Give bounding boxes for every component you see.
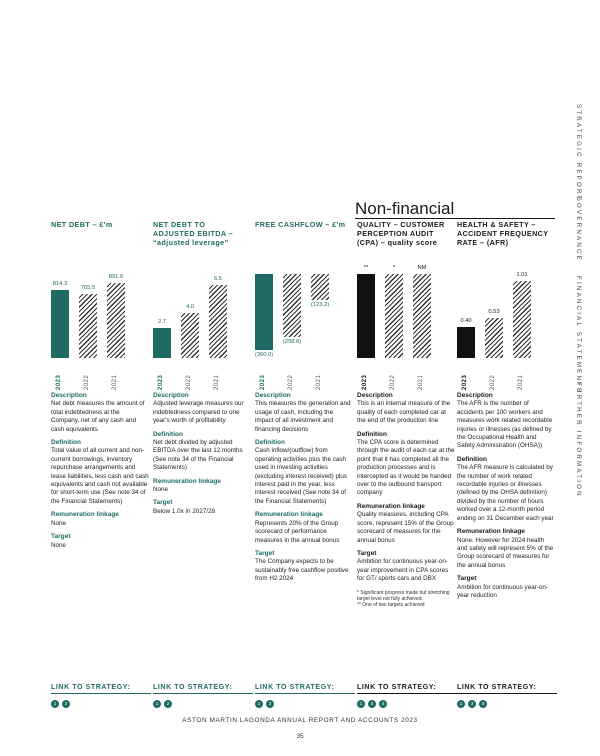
strategy-pillar-badge[interactable]: 1 bbox=[357, 700, 365, 708]
year-label: 2023 bbox=[158, 374, 164, 390]
nav-further-information[interactable]: FURTHER INFORMATION bbox=[575, 382, 582, 498]
kpi-bar-chart bbox=[357, 250, 453, 400]
kpi-title bbox=[457, 220, 553, 247]
strategy-pillar-badge[interactable]: 2 bbox=[62, 700, 70, 708]
kpi-bar-chart bbox=[153, 250, 249, 400]
year-label: 2022 bbox=[84, 374, 90, 390]
strategy-badges bbox=[457, 700, 557, 708]
side-navigation bbox=[563, 100, 587, 620]
remuneration-body: None. However for 2024 health and safety will represent 5% of the Group scorecard of measures for the annual bonus bbox=[457, 536, 554, 569]
target-heading: Target bbox=[153, 499, 173, 507]
kpi-bar-chart bbox=[255, 250, 351, 400]
bar-2021 bbox=[209, 285, 227, 358]
footnote: ** One of two targets achieved bbox=[357, 601, 425, 608]
bar-value-label: 4.0 bbox=[185, 304, 195, 311]
nav-financial-statements[interactable]: FINANCIAL STATEMENTS bbox=[575, 276, 582, 395]
definition-heading: Definition bbox=[357, 430, 387, 438]
bar-value-label: 6.5 bbox=[213, 276, 223, 283]
bar-value-label: (360.0) bbox=[254, 351, 274, 358]
year-label: 2022 bbox=[490, 374, 496, 390]
year-label: 2023 bbox=[56, 374, 62, 390]
year-label: 2022 bbox=[288, 374, 294, 390]
kpi-title bbox=[153, 220, 249, 247]
bar-value-label: ** bbox=[363, 265, 369, 271]
definition-body: Cash inflow/(outflow) from operating activities plus the cash used in investing activities (excluding interest received) plus interest paid in the year, less interest received (See note 34 of the Financial Statements) bbox=[255, 447, 348, 505]
kpi-title-sub: (CPA) – quality score bbox=[357, 238, 438, 247]
link-to-strategy bbox=[357, 684, 457, 708]
link-to-strategy-label: LINK TO STRATEGY: bbox=[51, 684, 151, 694]
link-to-strategy-label: LINK TO STRATEGY: bbox=[357, 684, 457, 694]
bar-2021 bbox=[513, 281, 531, 358]
strategy-pillar-badge[interactable]: 3 bbox=[368, 700, 376, 708]
bar-value-label: 765.5 bbox=[80, 284, 96, 291]
strategy-pillar-badge[interactable]: 1 bbox=[51, 700, 59, 708]
strategy-pillar-badge[interactable]: 4 bbox=[479, 700, 487, 708]
bar-2023 bbox=[153, 328, 171, 358]
target-body: Ambition for continuous year-on-year reduction bbox=[457, 583, 549, 599]
remuneration-heading: Remuneration linkage bbox=[357, 502, 425, 510]
page-footer: ASTON MARTIN LAGONDA ANNUAL REPORT AND ACCOUNTS 2023 bbox=[182, 717, 418, 724]
year-label: 2021 bbox=[418, 374, 424, 390]
remuneration-heading: Remuneration linkage bbox=[153, 477, 221, 485]
remuneration-heading: Remuneration linkage bbox=[255, 511, 323, 519]
kpi-title-main: NET DEBT TO ADJUSTED EBITDA – bbox=[153, 220, 234, 238]
link-to-strategy-label: LINK TO STRATEGY: bbox=[457, 684, 557, 694]
bar-2022 bbox=[79, 294, 97, 358]
bar-2021 bbox=[413, 274, 431, 358]
bar-2022 bbox=[485, 318, 503, 358]
definition-heading: Definition bbox=[457, 455, 487, 463]
definition-heading: Definition bbox=[51, 439, 81, 447]
strategy-pillar-badge[interactable]: 3 bbox=[468, 700, 476, 708]
year-label: 2022 bbox=[390, 374, 396, 390]
remuneration-heading: Remuneration linkage bbox=[51, 511, 119, 519]
strategy-pillar-badge[interactable]: 1 bbox=[457, 700, 465, 708]
year-label: 2021 bbox=[112, 374, 118, 390]
nav-strategic-report[interactable]: STRATEGIC REPORT bbox=[575, 104, 582, 202]
remuneration-body: Represents 20% of the Group scorecard of performance measures in the annual bonus bbox=[255, 519, 340, 544]
kpi-title bbox=[51, 220, 147, 229]
description-body: Net debt measures the amount of total indebtedness at the Company, net of any cash and cash equivalents bbox=[51, 400, 145, 433]
definition-heading: Definition bbox=[153, 430, 183, 438]
bar-value-label: NM bbox=[417, 265, 427, 271]
year-label: 2023 bbox=[260, 374, 266, 390]
strategy-badges bbox=[51, 700, 151, 708]
target-heading: Target bbox=[51, 533, 71, 541]
kpi-title bbox=[255, 220, 351, 229]
year-label: 2022 bbox=[186, 374, 192, 390]
description-body: The AFR is the number of accidents per 100 workers and measures work related recordable injuries or illnesses (as defined by the Occupational Health and Safety Administration (OHSA)) bbox=[457, 400, 553, 450]
definition-heading: Definition bbox=[255, 439, 285, 447]
target-body: None bbox=[51, 541, 67, 549]
link-to-strategy bbox=[51, 684, 151, 708]
bar-2023 bbox=[255, 274, 273, 350]
bar-2022 bbox=[283, 274, 301, 337]
strategy-pillar-badge[interactable]: 1 bbox=[255, 700, 263, 708]
bar-value-label: 891.6 bbox=[108, 274, 124, 281]
target-heading: Target bbox=[457, 575, 477, 583]
kpi-title-main: FREE CASHFLOW – £'m bbox=[255, 220, 346, 229]
kpi-title-main: QUALITY – CUSTOMER PERCEPTION AUDIT bbox=[357, 220, 445, 238]
year-label: 2021 bbox=[316, 374, 322, 390]
description-body: This measures the generation and usage of cash, including the impact of all investment and financing decisions bbox=[255, 400, 351, 433]
target-body: Ambition for continuous year-on-year improvement in CPA scores for GT/ sports cars and DBX bbox=[357, 558, 449, 583]
strategy-badges bbox=[357, 700, 457, 708]
link-to-strategy-label: LINK TO STRATEGY: bbox=[153, 684, 253, 694]
page-number: 35 bbox=[296, 733, 304, 740]
remuneration-heading: Remuneration linkage bbox=[457, 528, 525, 536]
definition-body: The AFR measure is calculated by the number of work related recordable injuries or illnesses (defined by the OHSA definition) divided by the number of hours worked over a 12-month period ending on 31 December each year bbox=[457, 464, 554, 522]
section-title: Non-financial bbox=[355, 199, 455, 218]
strategy-badges bbox=[255, 700, 355, 708]
definition-body: Total value of all current and non-current borrowings, inventory repurchase arrangements and lease liabilities, less cash and cash equivalents and cash not available for short-term use (See note 34 of the Financial Statements) bbox=[51, 447, 149, 505]
year-label: 2021 bbox=[518, 374, 524, 390]
kpi-title-main: HEALTH & SAFETY – ACCIDENT FREQUENCY bbox=[457, 220, 549, 238]
definition-body: The CPA score is determined through the audit of each car at the point that it has completed all the production processes and is intercepted as it would be handed over to the outbound transport company bbox=[357, 439, 455, 497]
description-heading: Description bbox=[51, 392, 87, 399]
description-heading: Description bbox=[357, 392, 393, 399]
kpi-bar-chart bbox=[457, 250, 553, 400]
description-heading: Description bbox=[255, 392, 291, 399]
strategy-pillar-badge[interactable]: 1 bbox=[153, 700, 161, 708]
target-body: The Company expects to be sustainably free cashflow positive from H2 2024 bbox=[255, 558, 349, 583]
year-label: 2023 bbox=[362, 374, 368, 390]
footnote: * Significant progress made but stretching target level not fully achieved. bbox=[357, 589, 450, 602]
bar-2023 bbox=[457, 327, 475, 358]
description-heading: Description bbox=[457, 392, 493, 399]
link-to-strategy bbox=[255, 684, 355, 708]
kpi-title-sub: RATE – (AFR) bbox=[457, 238, 509, 247]
strategy-pillar-badge[interactable]: 2 bbox=[164, 700, 172, 708]
year-label: 2021 bbox=[214, 374, 220, 390]
strategy-pillar-badge[interactable]: 4 bbox=[379, 700, 387, 708]
description-heading: Description bbox=[153, 392, 189, 399]
bar-value-label: 1.01 bbox=[516, 271, 528, 278]
bar-value-label: (123.2) bbox=[310, 301, 330, 308]
bar-2022 bbox=[385, 274, 403, 358]
strategy-pillar-badge[interactable]: 2 bbox=[266, 700, 274, 708]
bar-value-label: 0.53 bbox=[488, 308, 500, 315]
strategy-badges bbox=[153, 700, 253, 708]
description-body: This is an internal measure of the quality of each completed car at the end of the production line bbox=[357, 400, 451, 425]
year-label: 2023 bbox=[462, 374, 468, 390]
kpi-title bbox=[357, 220, 453, 247]
remuneration-body: None bbox=[51, 519, 67, 527]
target-body: Below 1.0x in 2027/28 bbox=[153, 507, 215, 515]
kpi-title-sub: “adjusted leverage” bbox=[153, 238, 229, 247]
link-to-strategy-label: LINK TO STRATEGY: bbox=[255, 684, 355, 694]
link-to-strategy bbox=[153, 684, 253, 708]
bar-2021 bbox=[311, 274, 329, 300]
bar-2021 bbox=[107, 283, 125, 358]
bar-2023 bbox=[357, 274, 375, 358]
remuneration-body: None bbox=[153, 486, 169, 494]
bar-2023 bbox=[51, 290, 69, 358]
kpi-bar-chart bbox=[51, 250, 147, 400]
section-divider bbox=[355, 218, 555, 219]
target-heading: Target bbox=[357, 549, 377, 557]
bar-2022 bbox=[181, 313, 199, 358]
bar-value-label: 0.40 bbox=[460, 318, 472, 325]
target-heading: Target bbox=[255, 549, 275, 557]
kpi-title-main: NET DEBT – £'m bbox=[51, 220, 113, 229]
nav-governance[interactable]: GOVERNANCE bbox=[575, 196, 582, 263]
bar-value-label: (298.8) bbox=[282, 338, 302, 345]
description-body: Adjusted leverage measures our indebtedness compared to one year's worth of profitability bbox=[153, 400, 244, 425]
bar-value-label: 814.3 bbox=[52, 280, 68, 287]
definition-body: Net debt divided by adjusted EBITDA over the last 12 months (See note 34 of the Financial Statements) bbox=[153, 439, 243, 472]
bar-value-label: 2.7 bbox=[157, 318, 167, 325]
bar-value-label: * bbox=[392, 265, 396, 271]
remuneration-body: Quality measures, including CPA score, represent 15% of the Group scorecard of measures for the annual bonus bbox=[357, 511, 454, 544]
link-to-strategy bbox=[457, 684, 557, 708]
